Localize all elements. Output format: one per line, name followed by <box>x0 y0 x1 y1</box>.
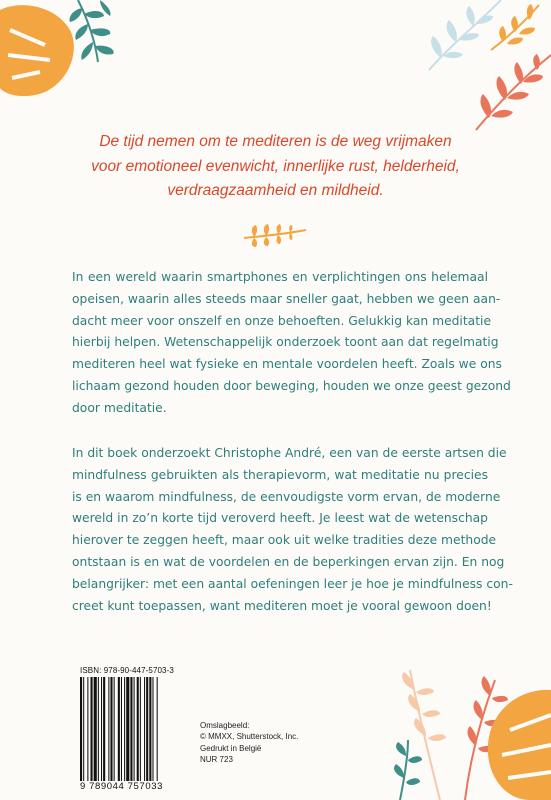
credit-line: NUR 723 <box>200 755 233 765</box>
quote-line: verdraagzaamheid en mildheid. <box>167 182 384 199</box>
text-line: In een wereld waarin smartphones en verplichtingen ons helemaal <box>72 270 488 284</box>
credit-line: Omslagbeeld: <box>200 721 250 730</box>
isbn-label: ISBN: 978-90-447-5703-3 <box>80 666 174 675</box>
barcode-bar <box>152 677 153 781</box>
barcode-bar <box>134 677 135 781</box>
barcode-number: 9 789044 757033 <box>80 781 163 792</box>
quote-line: voor emotioneel evenwicht, innerlijke rust, helderheid, <box>91 157 460 175</box>
body-paragraph-2 <box>72 443 513 617</box>
barcode-bar <box>118 677 120 781</box>
bottom-right-leaves-icon <box>380 660 551 800</box>
text-line: In dit boek onderzoekt Christophe André, een van de eerste artsen die <box>72 446 507 460</box>
barcode-bar <box>87 677 88 781</box>
text-line: mindfulness gebruikten als therapievorm, wat meditatie nu precies <box>72 467 488 482</box>
barcode-bar <box>108 677 109 781</box>
barcode-bar <box>130 677 132 781</box>
barcode-bar <box>146 677 148 781</box>
barcode-bar <box>157 677 158 781</box>
quote-line: De tijd nemen om te mediteren is de weg vrijmaken <box>99 133 452 150</box>
barcode-bar <box>110 677 112 781</box>
text-line: belangrijker: met een aantal oefeningen leer je hoe je mindfulness con- <box>72 576 513 591</box>
barcode-bar <box>94 677 97 781</box>
text-line: opeisen, waarin alles steeds maar sneller gaat, hebben we geen aan- <box>72 291 501 306</box>
text-line: door meditatie. <box>72 400 167 415</box>
text-line: wereld in zo’n korte tijd veroverd heeft. Je leest wat de wetenschap <box>72 511 488 526</box>
barcode-bar <box>137 677 139 781</box>
barcode-bar <box>140 677 141 781</box>
barcode-bar <box>98 677 99 781</box>
barcode-bar <box>144 677 145 781</box>
pull-quote <box>0 130 551 204</box>
sprig-divider-icon <box>240 224 310 248</box>
text-line: creet kunt toepassen, want mediteren moet je vooral gewoon doen! <box>72 598 492 613</box>
body-paragraph-1 <box>72 267 511 420</box>
barcode-bar <box>91 677 93 781</box>
barcode-bar <box>121 677 122 781</box>
barcode-bar <box>101 677 102 781</box>
text-line: mediteren heel wat fysieke en mentale voordelen heeft. Zoals we ons <box>72 357 502 372</box>
barcode-bar <box>103 677 105 781</box>
top-right-leaves-icon <box>421 0 551 135</box>
cover-credits <box>200 720 298 766</box>
text-line: ontstaan is en wat de voordelen en de beperkingen ervan zijn. En nog <box>72 554 505 569</box>
credit-line: © MMXX, Shutterstock, Inc. <box>200 732 299 742</box>
barcode-bar <box>83 677 84 781</box>
barcode-bar <box>114 677 115 781</box>
barcode-bar <box>126 677 129 781</box>
text-line: hierbij helpen. Wetenschappelijk onderzoek toont aan dat regelmatig <box>72 335 499 350</box>
barcode-icon <box>80 677 184 781</box>
text-line: lichaam gezond houden door beweging, houden we onze geest gezond <box>72 378 511 393</box>
barcode-bar <box>149 677 151 781</box>
barcode-bar <box>124 677 125 781</box>
text-line: hierover te zeggen heeft, maar ook uit welke tradities deze methode <box>72 533 497 548</box>
credit-line: Gedrukt in België <box>200 743 262 753</box>
text-line: is en waarom mindfulness, de eenvoudigste vorm ervan, de moderne <box>72 489 501 504</box>
text-line: dacht meer voor onszelf en onze behoeften. Gelukkig kan meditatie <box>72 313 492 328</box>
barcode-bar <box>80 677 82 781</box>
top-left-leaves-icon <box>0 0 150 110</box>
